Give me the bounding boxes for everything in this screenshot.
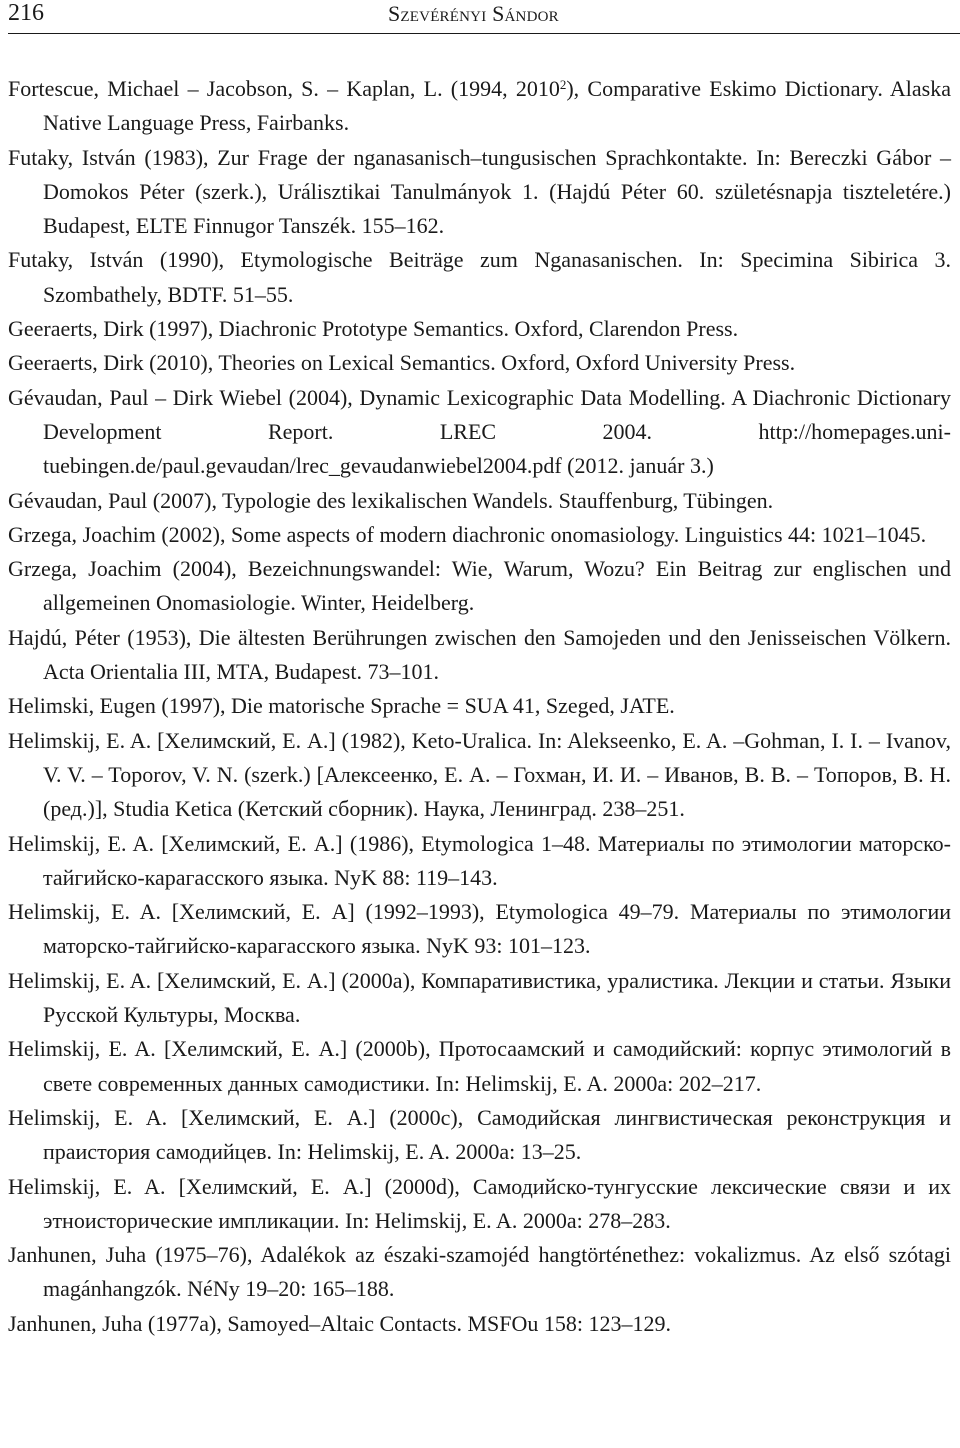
reference-entry: Helimskij, E. A. [Хелимский, Е. А.] (2000d), Самодийско-тунгусские лексические связи и их этноисторические импликации. In: Helimskij, E. A. 2000a: 278–283. xyxy=(8,1173,951,1233)
reference-entry: Helimskij, E. A. [Хелимский, Е. А.] (2000a), Компаративистика, уралистика. Лекции и статьи. Языки Русской Культуры, Москва. xyxy=(8,967,951,1028)
reference-entry: Helimski, Eugen (1997), Die matorische Sprache = SUA 41, Szeged, JATE. xyxy=(8,693,675,719)
reference-entry: Grzega, Joachim (2004), Bezeichnungswandel: Wie, Warum, Wozu? Ein Beitrag zur englischen und allgemeinen Onomasiologie. Winter, Heidelberg. xyxy=(8,556,951,616)
page-number: 216 xyxy=(8,0,44,26)
reference-entry: Helimskij, E. A. [Хелимский, Е. А.] (1982), Keto-Uralica. In: Alekseenko, E. A. –Gohman, I. I. – Ivanov, V. V. – Toporov, V. N. (szerk.) [Алексеенко, Е. А. – Гохман, И. И. – Иванов, В. В. – Топоров, В. Н. (ред.)], Studia Ketica (Кетский сборник). Наука, Ленинград. 238–251. xyxy=(8,727,951,822)
reference-entry: Gévaudan, Paul – Dirk Wiebel (2004), Dynamic Lexicographic Data Modelling. A Diachronic Dictionary Development Report. LREC 2004. http://homepages.unituebingen.de/paul.gevaudan/lrec_gevaudanwiebel2004.pdf (2012. január 3.) xyxy=(8,384,951,479)
reference-text: ), Comparative Eskimo Dictionary. Alaska Native Language Press, Fairbanks. xyxy=(43,76,951,136)
header-divider xyxy=(8,33,960,34)
reference-text: Fortescue, Michael – Jacobson, S. – Kaplan, L. (1994, 2010 xyxy=(8,76,560,101)
reference-entry: Helimskij, E. A. [Хелимский, Е. А.] (2000c), Самодийская лингвистическая реконструкция и праистория самодийцев. In: Helimskij, E. A. 2000a: 13–25. xyxy=(8,1104,951,1165)
reference-entry: Janhunen, Juha (1975–76), Adalékok az északi-szamojéd hangtörténethez: vokalizmus. Az első szótagi magánhangzók. NéNy 19–20: 165–188. xyxy=(8,1242,951,1302)
reference-entry: Futaky, István (1983), Zur Frage der nganasanisch–tungusischen Sprachkontakte. In: Bereczki Gábor – Domokos Péter (szerk.), Urálisztikai Tanulmányok 1. (Hajdú Péter 60. születésnapja tiszteletére.) Budapest, ELTE Finnugor Tanszék. 155–162. xyxy=(8,144,951,239)
reference-superscript: 2 xyxy=(559,77,567,92)
reference-entry: Futaky, István (1990), Etymologische Beiträge zum Nganasanischen. In: Specimina Sibirica 3. Szombathely, BDTF. 51–55. xyxy=(8,247,951,307)
running-title: Szevérényi Sándor xyxy=(388,1,559,26)
page-header xyxy=(8,0,956,30)
reference-entry: Gévaudan, Paul (2007), Typologie des lexikalischen Wandels. Stauffenburg, Tübingen. xyxy=(8,487,774,513)
reference-list xyxy=(8,72,951,1341)
reference-entry: Grzega, Joachim (2002), Some aspects of modern diachronic onomasiology. Linguistics 44: 1021–1045. xyxy=(8,521,927,547)
reference-entry: Geeraerts, Dirk (2010), Theories on Lexical Semantics. Oxford, Oxford University Press. xyxy=(8,350,796,376)
reference-entry xyxy=(8,72,951,141)
reference-entry: Helimskij, E. A. [Хелимский, Е. А.] (1986), Etymologica 1–48. Материалы по этимологии маторско-тайгийско-карагасского языка. NyK 88: 119–143. xyxy=(8,830,951,890)
reference-entry: Hajdú, Péter (1953), Die ältesten Berührungen zwischen den Samojeden und den Jenisseischen Völkern. Acta Orientalia III, MTA, Budapest. 73–101. xyxy=(8,624,951,685)
reference-entry: Helimskij, E. A. [Хелимский, Е. А.] (2000b), Протосаамский и самодийский: корпус этимологий в свете современных данных самодистики. In: Helimskij, E. A. 2000a: 202–217. xyxy=(8,1036,951,1096)
reference-entry: Helimskij, E. A. [Хелимский, Е. А] (1992–1993), Etymologica 49–79. Материалы по этимологии маторско-тайгийско-карагасского языка. NyK 93: 101–123. xyxy=(8,899,951,959)
reference-entry: Geeraerts, Dirk (1997), Diachronic Prototype Semantics. Oxford, Clarendon Press. xyxy=(8,316,739,342)
reference-entry: Janhunen, Juha (1977a), Samoyed–Altaic Contacts. MSFOu 158: 123–129. xyxy=(8,1310,671,1336)
